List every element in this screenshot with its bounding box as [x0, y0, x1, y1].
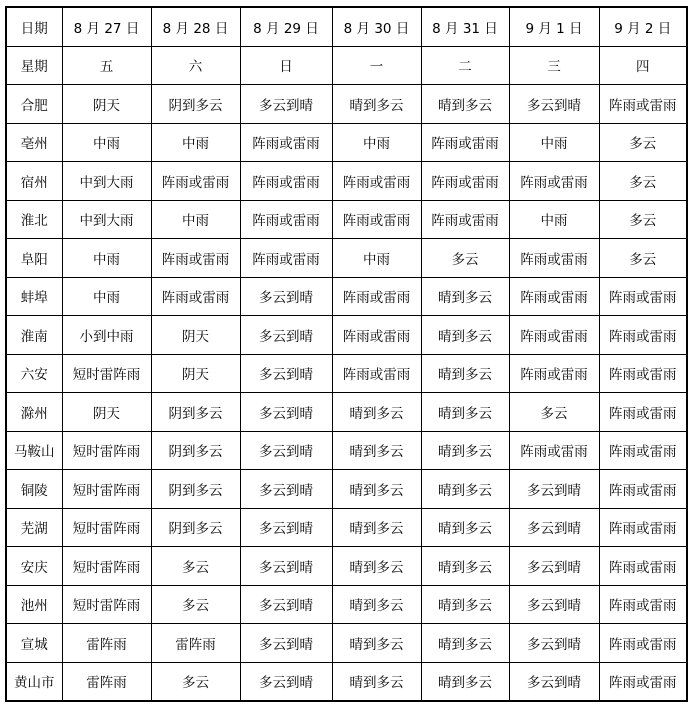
weather-cell: 晴到多云	[421, 585, 509, 624]
date-cell: 9 月 1 日	[509, 7, 599, 46]
weather-cell: 阵雨或雷雨	[509, 277, 599, 316]
weather-cell: 中雨	[509, 200, 599, 239]
city-cell: 芜湖	[6, 508, 62, 547]
weather-cell: 阴到多云	[151, 393, 240, 432]
weather-cell: 阵雨或雷雨	[599, 316, 687, 355]
city-cell: 安庆	[6, 547, 62, 586]
weekday-row	[6, 46, 687, 85]
weather-cell: 阵雨或雷雨	[509, 354, 599, 393]
weather-cell: 多云到晴	[240, 316, 332, 355]
weather-cell: 阵雨或雷雨	[599, 470, 687, 509]
weather-cell: 阵雨或雷雨	[240, 123, 332, 162]
weekday-cell: 二	[421, 46, 509, 85]
weather-cell: 阵雨或雷雨	[240, 162, 332, 201]
city-cell: 宿州	[6, 162, 62, 201]
weekday-label-cell: 星期	[6, 46, 62, 85]
weather-cell: 多云	[599, 123, 687, 162]
table-row	[6, 662, 687, 701]
weather-cell: 中雨	[332, 239, 421, 278]
weather-cell: 阴天	[62, 393, 151, 432]
date-label-cell: 日期	[6, 7, 62, 46]
weather-cell: 晴到多云	[332, 508, 421, 547]
weather-cell: 中雨	[62, 123, 151, 162]
weather-cell: 中到大雨	[62, 162, 151, 201]
weather-cell: 阵雨或雷雨	[599, 85, 687, 124]
city-cell: 淮北	[6, 200, 62, 239]
city-cell: 蚌埠	[6, 277, 62, 316]
table-row	[6, 547, 687, 586]
date-header-row	[6, 7, 687, 46]
table-row	[6, 508, 687, 547]
weather-cell: 多云到晴	[240, 277, 332, 316]
weather-cell: 晴到多云	[332, 431, 421, 470]
weather-cell: 阴天	[151, 354, 240, 393]
weather-cell: 阴到多云	[151, 85, 240, 124]
weather-cell: 中雨	[509, 123, 599, 162]
weather-cell: 晴到多云	[421, 393, 509, 432]
weather-cell: 多云到晴	[509, 508, 599, 547]
city-cell: 合肥	[6, 85, 62, 124]
weather-cell: 阵雨或雷雨	[509, 239, 599, 278]
city-cell: 宣城	[6, 624, 62, 663]
weather-cell: 阵雨或雷雨	[332, 277, 421, 316]
table-row	[6, 316, 687, 355]
weather-cell: 中到大雨	[62, 200, 151, 239]
weather-cell: 短时雷阵雨	[62, 470, 151, 509]
weather-cell: 多云	[599, 200, 687, 239]
weather-cell: 多云到晴	[240, 508, 332, 547]
table-row	[6, 624, 687, 663]
date-cell: 8 月 27 日	[62, 7, 151, 46]
weather-cell: 多云	[599, 162, 687, 201]
weather-cell: 阵雨或雷雨	[599, 662, 687, 701]
weather-cell: 阵雨或雷雨	[421, 200, 509, 239]
date-cell: 8 月 28 日	[151, 7, 240, 46]
weather-cell: 多云到晴	[240, 547, 332, 586]
weather-cell: 多云到晴	[240, 470, 332, 509]
table-body	[6, 7, 687, 701]
weather-cell: 阵雨或雷雨	[332, 316, 421, 355]
weather-cell: 多云到晴	[509, 662, 599, 701]
weather-cell: 阵雨或雷雨	[509, 431, 599, 470]
weather-cell: 阵雨或雷雨	[599, 277, 687, 316]
weather-cell: 多云	[509, 393, 599, 432]
weather-cell: 阵雨或雷雨	[599, 354, 687, 393]
date-cell: 8 月 30 日	[332, 7, 421, 46]
table-row	[6, 85, 687, 124]
weather-cell: 晴到多云	[421, 547, 509, 586]
weather-cell: 晴到多云	[421, 662, 509, 701]
weather-cell: 阵雨或雷雨	[421, 162, 509, 201]
weather-cell: 中雨	[151, 200, 240, 239]
weather-cell: 阵雨或雷雨	[151, 277, 240, 316]
weather-cell: 晴到多云	[421, 431, 509, 470]
weather-cell: 阵雨或雷雨	[151, 239, 240, 278]
weather-cell: 多云到晴	[240, 354, 332, 393]
weather-cell: 阵雨或雷雨	[599, 393, 687, 432]
weather-cell: 阵雨或雷雨	[332, 200, 421, 239]
weather-cell: 阵雨或雷雨	[509, 316, 599, 355]
weather-cell: 晴到多云	[421, 624, 509, 663]
weather-cell: 多云	[421, 239, 509, 278]
weekday-cell: 六	[151, 46, 240, 85]
table-row	[6, 277, 687, 316]
weather-cell: 中雨	[332, 123, 421, 162]
weather-cell: 晴到多云	[332, 547, 421, 586]
weather-cell: 晴到多云	[332, 662, 421, 701]
table-row	[6, 585, 687, 624]
weather-cell: 短时雷阵雨	[62, 431, 151, 470]
table-row	[6, 239, 687, 278]
weather-cell: 多云	[151, 585, 240, 624]
weather-cell: 阵雨或雷雨	[599, 508, 687, 547]
weather-cell: 雷阵雨	[62, 662, 151, 701]
weather-cell: 多云	[599, 239, 687, 278]
weekday-cell: 三	[509, 46, 599, 85]
weather-cell: 多云到晴	[240, 431, 332, 470]
table-row	[6, 470, 687, 509]
city-cell: 阜阳	[6, 239, 62, 278]
weather-cell: 多云到晴	[240, 85, 332, 124]
weekday-cell: 四	[599, 46, 687, 85]
weather-cell: 晴到多云	[421, 354, 509, 393]
city-cell: 滁州	[6, 393, 62, 432]
table-row	[6, 354, 687, 393]
date-cell: 8 月 31 日	[421, 7, 509, 46]
weather-cell: 雷阵雨	[151, 624, 240, 663]
weekday-cell: 五	[62, 46, 151, 85]
city-cell: 铜陵	[6, 470, 62, 509]
weather-cell: 阵雨或雷雨	[151, 162, 240, 201]
weather-cell: 小到中雨	[62, 316, 151, 355]
table-row	[6, 393, 687, 432]
weather-cell: 多云到晴	[509, 585, 599, 624]
weather-cell: 多云到晴	[509, 470, 599, 509]
weather-cell: 多云到晴	[509, 624, 599, 663]
weather-cell: 阵雨或雷雨	[240, 239, 332, 278]
weather-cell: 阵雨或雷雨	[240, 200, 332, 239]
city-cell: 池州	[6, 585, 62, 624]
city-cell: 马鞍山	[6, 431, 62, 470]
weather-cell: 晴到多云	[332, 85, 421, 124]
weather-cell: 短时雷阵雨	[62, 508, 151, 547]
weather-cell: 多云到晴	[240, 662, 332, 701]
weather-cell: 多云到晴	[509, 85, 599, 124]
weather-cell: 多云	[151, 662, 240, 701]
table-row	[6, 123, 687, 162]
weather-cell: 晴到多云	[421, 85, 509, 124]
weather-cell: 多云	[151, 547, 240, 586]
weather-cell: 阵雨或雷雨	[421, 123, 509, 162]
weather-cell: 阵雨或雷雨	[599, 585, 687, 624]
weather-cell: 阴到多云	[151, 470, 240, 509]
weather-cell: 晴到多云	[332, 585, 421, 624]
date-cell: 9 月 2 日	[599, 7, 687, 46]
weather-cell: 阴到多云	[151, 508, 240, 547]
weather-cell: 晴到多云	[332, 393, 421, 432]
weather-cell: 短时雷阵雨	[62, 585, 151, 624]
weather-cell: 中雨	[151, 123, 240, 162]
weather-cell: 阵雨或雷雨	[509, 162, 599, 201]
weather-cell: 雷阵雨	[62, 624, 151, 663]
weather-cell: 晴到多云	[421, 316, 509, 355]
weather-cell: 阴天	[62, 85, 151, 124]
city-cell: 六安	[6, 354, 62, 393]
weather-cell: 中雨	[62, 239, 151, 278]
weather-forecast-table	[5, 6, 688, 702]
date-cell: 8 月 29 日	[240, 7, 332, 46]
weather-cell: 阵雨或雷雨	[599, 547, 687, 586]
weather-cell: 短时雷阵雨	[62, 354, 151, 393]
weather-cell: 短时雷阵雨	[62, 547, 151, 586]
weather-cell: 阵雨或雷雨	[332, 354, 421, 393]
city-cell: 黄山市	[6, 662, 62, 701]
weekday-cell: 一	[332, 46, 421, 85]
weather-cell: 阵雨或雷雨	[599, 624, 687, 663]
table-row	[6, 431, 687, 470]
weather-cell: 晴到多云	[421, 508, 509, 547]
weather-cell: 晴到多云	[421, 277, 509, 316]
table-row	[6, 162, 687, 201]
weather-cell: 阴到多云	[151, 431, 240, 470]
weekday-cell: 日	[240, 46, 332, 85]
city-cell: 淮南	[6, 316, 62, 355]
weather-cell: 多云到晴	[509, 547, 599, 586]
weather-cell: 晴到多云	[332, 470, 421, 509]
city-cell: 亳州	[6, 123, 62, 162]
weather-cell: 阵雨或雷雨	[332, 162, 421, 201]
weather-cell: 多云到晴	[240, 624, 332, 663]
weather-cell: 阵雨或雷雨	[599, 431, 687, 470]
weather-cell: 多云到晴	[240, 585, 332, 624]
weather-cell: 多云到晴	[240, 393, 332, 432]
weather-cell: 晴到多云	[332, 624, 421, 663]
weather-cell: 中雨	[62, 277, 151, 316]
table-row	[6, 200, 687, 239]
weather-cell: 阴天	[151, 316, 240, 355]
weather-cell: 晴到多云	[421, 470, 509, 509]
